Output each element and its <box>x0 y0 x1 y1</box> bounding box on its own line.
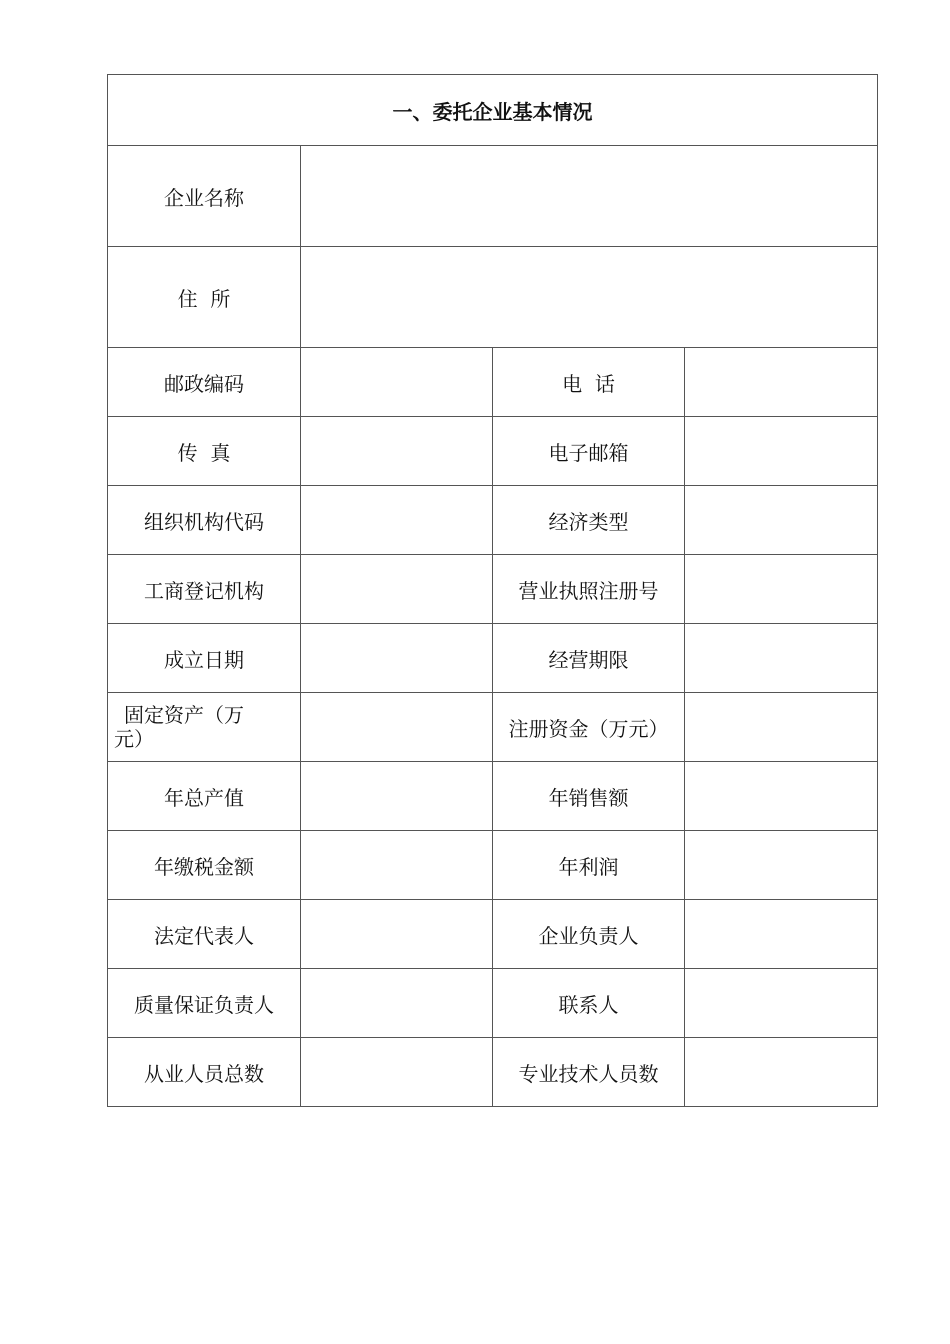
contact-person-field[interactable] <box>685 969 878 1038</box>
annual-profit-field[interactable] <box>685 831 878 900</box>
enterprise-info-form <box>107 74 878 1107</box>
table-row <box>108 624 878 693</box>
legal-representative-field[interactable] <box>301 900 493 969</box>
phone-label: 电 话 <box>493 348 685 417</box>
registered-capital-label: 注册资金（万元） <box>493 693 685 762</box>
registration-authority-field[interactable] <box>301 555 493 624</box>
economic-type-field[interactable] <box>685 486 878 555</box>
operating-period-label: 经营期限 <box>493 624 685 693</box>
technical-staff-label: 专业技术人员数 <box>493 1038 685 1107</box>
contact-person-label: 联系人 <box>493 969 685 1038</box>
legal-representative-label: 法定代表人 <box>108 900 301 969</box>
fixed-assets-field[interactable] <box>301 693 493 762</box>
table-row <box>108 831 878 900</box>
postal-code-label: 邮政编码 <box>108 348 301 417</box>
fixed-assets-label-line2: 元） <box>114 727 154 751</box>
registered-capital-field[interactable] <box>685 693 878 762</box>
founding-date-label: 成立日期 <box>108 624 301 693</box>
org-code-label: 组织机构代码 <box>108 486 301 555</box>
fixed-assets-label <box>108 693 301 762</box>
email-label: 电子邮箱 <box>493 417 685 486</box>
company-head-field[interactable] <box>685 900 878 969</box>
postal-code-field[interactable] <box>301 348 493 417</box>
table-row <box>108 900 878 969</box>
fixed-assets-label-line1: 固定资产（万 <box>124 703 244 727</box>
annual-output-field[interactable] <box>301 762 493 831</box>
table-row <box>108 247 878 348</box>
address-label: 住 所 <box>108 247 301 348</box>
email-field[interactable] <box>685 417 878 486</box>
annual-tax-field[interactable] <box>301 831 493 900</box>
table-row <box>108 146 878 247</box>
registration-authority-label: 工商登记机构 <box>108 555 301 624</box>
form-title: 一、委托企业基本情况 <box>108 75 878 146</box>
economic-type-label: 经济类型 <box>493 486 685 555</box>
table-row <box>108 486 878 555</box>
phone-field[interactable] <box>685 348 878 417</box>
company-name-label: 企业名称 <box>108 146 301 247</box>
table-row <box>108 969 878 1038</box>
table-row <box>108 762 878 831</box>
total-employees-field[interactable] <box>301 1038 493 1107</box>
operating-period-field[interactable] <box>685 624 878 693</box>
company-head-label: 企业负责人 <box>493 900 685 969</box>
form-title-row <box>108 75 878 146</box>
org-code-field[interactable] <box>301 486 493 555</box>
table-row <box>108 348 878 417</box>
annual-tax-label: 年缴税金额 <box>108 831 301 900</box>
founding-date-field[interactable] <box>301 624 493 693</box>
quality-manager-field[interactable] <box>301 969 493 1038</box>
license-number-label: 营业执照注册号 <box>493 555 685 624</box>
address-field[interactable] <box>301 247 878 348</box>
license-number-field[interactable] <box>685 555 878 624</box>
annual-output-label: 年总产值 <box>108 762 301 831</box>
technical-staff-field[interactable] <box>685 1038 878 1107</box>
fax-field[interactable] <box>301 417 493 486</box>
table-row <box>108 1038 878 1107</box>
table-row <box>108 555 878 624</box>
annual-sales-field[interactable] <box>685 762 878 831</box>
total-employees-label: 从业人员总数 <box>108 1038 301 1107</box>
fax-label: 传 真 <box>108 417 301 486</box>
annual-profit-label: 年利润 <box>493 831 685 900</box>
company-name-field[interactable] <box>301 146 878 247</box>
quality-manager-label: 质量保证负责人 <box>108 969 301 1038</box>
table-row <box>108 693 878 762</box>
table-row <box>108 417 878 486</box>
annual-sales-label: 年销售额 <box>493 762 685 831</box>
